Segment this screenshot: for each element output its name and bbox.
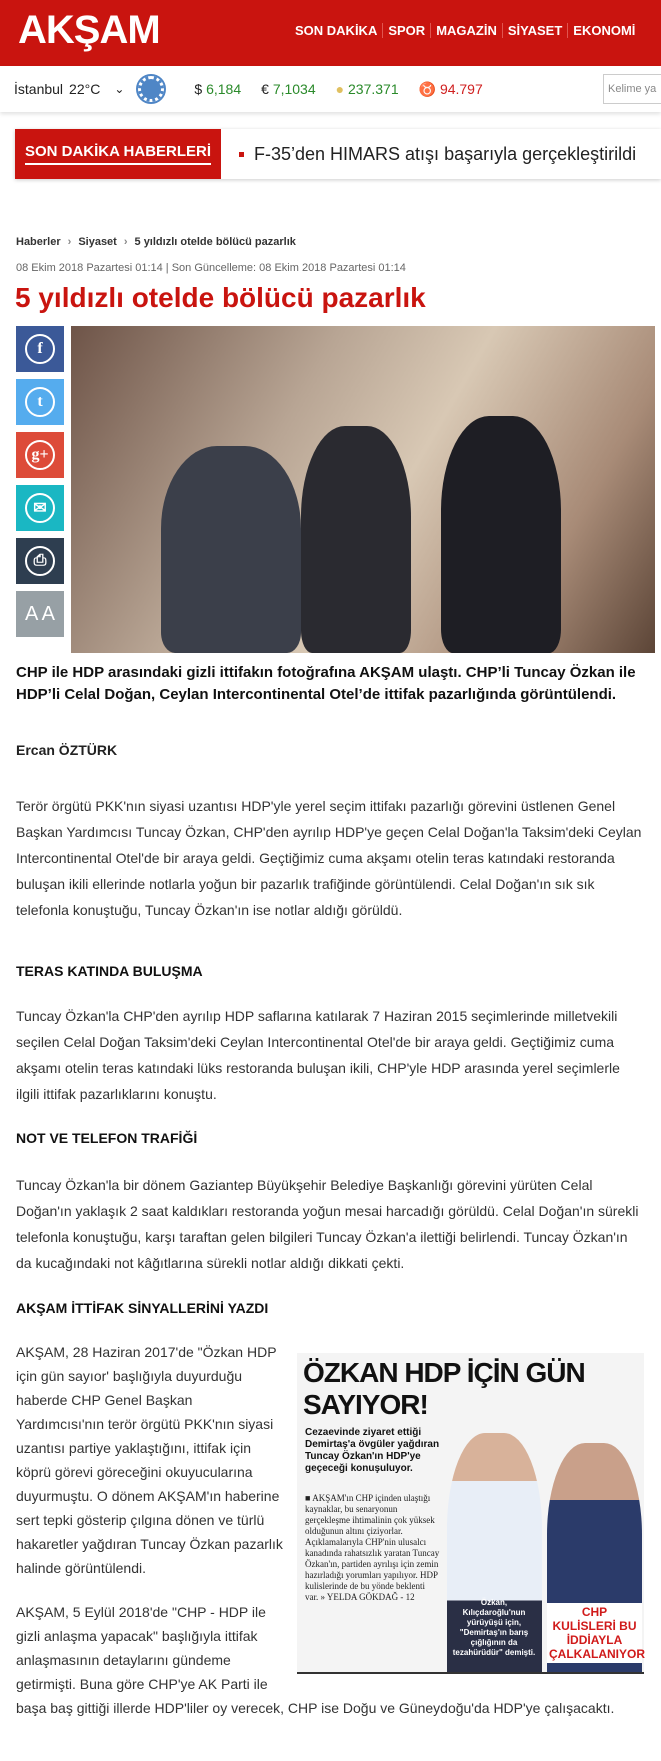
- chevron-down-icon[interactable]: ⌄: [114, 82, 125, 96]
- gold-value: 237.371: [348, 81, 399, 97]
- clip-text: ■ AKŞAM'ın CHP içinden ulaştığı kaynaklar, bu senaryonun gerçekleşme ihtimalinin çok yüksek olduğunun altını çiziyorlar. Açıklamalarıyla CHP'nin ulusalcı kanadında rahatsızlık yaratan Tuncay Özkan'ın, partiden ayrılışı için zemin hazırladığı yorumları yapılıyor. HDP kulislerinde de bu yönde beklenti var. » YELDA GÖKDAĞ - 12: [305, 1493, 440, 1602]
- article-lead: CHP ile HDP arasındaki gizli ittifakın fotoğrafına AKŞAM ulaştı. CHP’li Tuncay Özkan ile HDP’li Celal Doğan, Ceylan Intercontinental Otel’de ittifak pazarlığında görüntülendi.: [16, 664, 636, 703]
- usd-rate: [194, 81, 241, 97]
- twitter-share-button[interactable]: [16, 379, 64, 425]
- gold-coins-icon: ●: [335, 81, 345, 97]
- newspaper-clipping-image: [297, 1353, 644, 1674]
- chevron-right-icon: ›: [67, 236, 72, 248]
- publish-date: 08 Ekim 2018 Pazartesi 01:14 | Son Güncelleme: 08 Ekim 2018 Pazartesi 01:14: [16, 262, 406, 274]
- temperature: 22°C: [69, 81, 101, 97]
- aksam-logo[interactable]: AKŞAM: [18, 8, 160, 52]
- facebook-share-button[interactable]: [16, 326, 64, 372]
- paragraph-5: AKŞAM, 5 Eylül 2018'de "CHP - HDP ile gizli anlaşma yapacak" başlığıyla ittifak anlaşmasının detaylarını gündeme getirmişti. Buna göre CHP'ye AK Parti ile başa baş gittiği illerde HDP'liler oy verecek, CHP ise Doğu ve Güneydoğu'da HDP'ye çalışacaktı.: [16, 1604, 615, 1716]
- nav-son-dakika[interactable]: SON DAKİKA: [290, 23, 383, 38]
- clip-caption: Özkan, Kılıçdaroğlu'nun yürüyüşü için, "Demirtaş'ın barış çığlığının da tezahürüdür" demişti.: [452, 1598, 536, 1657]
- eur-rate: [261, 81, 316, 97]
- bull-icon: ♉: [418, 80, 437, 97]
- breaking-headline[interactable]: F-35’den HIMARS atışı başarıyla gerçekleştirildi: [239, 144, 636, 165]
- article-tail: [16, 1340, 646, 1720]
- article-photo: [71, 326, 655, 653]
- paragraph-4: AKŞAM, 28 Haziran 2017'de "Özkan HDP için gün sayıor' başlığıyla duyurduğu haberde CHP Genel Başkan Yardımcısı'nın terör örgütü PKK'nın siyasi uzantısı partiye yaklaştığını, ittifak için köprü görevi göreceğini okuyucularına duyurmuştu. O dönem AKŞAM'ın haberine sert tepki gösterip çılgına dönen ve türlü hakaretler yağdıran Tuncay Özkan pazarlık halinde görüntülendi.: [16, 1344, 283, 1576]
- font-size-icon: A A: [24, 602, 56, 625]
- dollar-icon: $: [194, 81, 203, 97]
- subheading-3: AKŞAM İTTİFAK SİNYALLERİNİ YAZDI: [16, 1300, 269, 1316]
- breadcrumb-current[interactable]: 5 yıldızlı otelde bölücü pazarlık: [134, 236, 296, 248]
- email-icon: ✉: [25, 493, 55, 523]
- eur-value: 7,1034: [272, 81, 316, 97]
- weather-sun-icon: [138, 76, 164, 102]
- facebook-icon: f: [25, 334, 55, 364]
- photo-person-center: [301, 426, 411, 653]
- paragraph-1: Terör örgütü PKK'nın siyasi uzantısı HDP'yle yerel seçim ittifakı pazarlığı görevini üstlenen Genel Başkan Yardımcısı Tuncay Özkan, CHP'den ayrılıp HDP'ye geçen Celal Doğan'la Taksim'deki Ceylan Intercontinental Otel'de bir araya geldi. Geçtiğimiz cuma akşamı otelin teras katındaki restoranda buluşan ikili ellerinde notlarla yoğun bir pazarlık trafiğinde görüntülendi. Celal Doğan'ın sık sık telefonla konuştuğu, Tuncay Özkan'ın ise notlar aldığı görüldü.: [16, 798, 642, 918]
- breadcrumb-siyaset[interactable]: Siyaset: [78, 236, 117, 248]
- author-name[interactable]: Ercan ÖZTÜRK: [16, 742, 118, 758]
- main-nav: [290, 23, 640, 38]
- page-title: 5 yıldızlı otelde bölücü pazarlık: [15, 282, 426, 313]
- breaking-news-label[interactable]: [15, 129, 221, 179]
- breaking-label-text: SON DAKİKA HABERLERİ: [25, 143, 211, 165]
- font-size-button[interactable]: [16, 591, 64, 637]
- paragraph-3: Tuncay Özkan'la bir dönem Gaziantep Büyükşehir Belediye Başkanlığı görevini yürüten Celal Doğan'ın yaklaşık 2 saat kaldıkları restoranda yoğun mesai harcadığı görüldü. Celal Doğan'ın sürekli telefonla konuştuğu, karşı taraftan gelen bilgileri Tuncay Özkan'a ilettiği belirlendi. Tuncay Özkan'ın da kucağındaki not kâğıtlarına sürekli notlar aldığı dikkati çekti.: [16, 1177, 639, 1271]
- photo-person-right: [441, 416, 561, 653]
- nav-ekonomi[interactable]: EKONOMİ: [573, 23, 636, 38]
- paragraph-2: Tuncay Özkan'la CHP'den ayrılıp HDP saflarına katılarak 7 Haziran 2015 seçimlerinde milletvekili seçilen Celal Doğan Taksim'deki Ceylan Intercontinental Otel'de bir araya geldi. Geçtiğimiz cuma akşamı otelin teras katındaki lüks restoranda buluşan ikili, CHP'yle HDP arasında yerel seçimlerle ilgili ittifak pazarlıklarını konuştu.: [16, 1008, 620, 1102]
- subheading-2: NOT VE TELEFON TRAFİĞİ: [16, 1130, 198, 1146]
- bist-value: 94.797: [439, 80, 483, 97]
- email-share-button[interactable]: [16, 485, 64, 531]
- usd-value: 6,184: [206, 81, 242, 97]
- twitter-icon: t: [25, 387, 55, 417]
- nav-spor[interactable]: SPOR: [383, 23, 431, 38]
- breadcrumb-haberler[interactable]: Haberler: [16, 236, 61, 248]
- chevron-right-icon: ›: [123, 236, 128, 248]
- city-name[interactable]: İstanbul: [14, 81, 64, 97]
- info-bar: [0, 66, 661, 112]
- google-plus-share-button[interactable]: [16, 432, 64, 478]
- clip-subhead: Cezaevinde ziyaret ettiği Demirtaş'a övgüler yağdıran Tuncay Özkan'ın HDP'ye geçeceği konuşuluyor.: [305, 1427, 440, 1474]
- share-bar: [16, 326, 64, 644]
- photo-person-left: [161, 446, 301, 653]
- subheading-1: TERAS KATINDA BULUŞMA: [16, 963, 203, 979]
- print-icon: ⎙: [25, 546, 55, 576]
- gold-rate: [336, 81, 399, 97]
- nav-magazin[interactable]: MAGAZİN: [431, 23, 503, 38]
- breadcrumb: [16, 236, 296, 248]
- print-button[interactable]: [16, 538, 64, 584]
- search-input[interactable]: Kelime ya: [603, 74, 661, 104]
- nav-siyaset[interactable]: SİYASET: [503, 23, 568, 38]
- bist-rate: [419, 81, 483, 98]
- site-header: [0, 0, 661, 66]
- clip-headline: ÖZKAN HDP İÇİN GÜN SAYIYOR!: [303, 1357, 585, 1420]
- breaking-news-bar: [15, 129, 661, 179]
- google-plus-icon: g+: [25, 440, 55, 470]
- clip-badge: CHP KULİSLERİ BU İDDİAYLA ÇALKALANIYOR: [549, 1605, 645, 1661]
- euro-icon: €: [261, 81, 269, 97]
